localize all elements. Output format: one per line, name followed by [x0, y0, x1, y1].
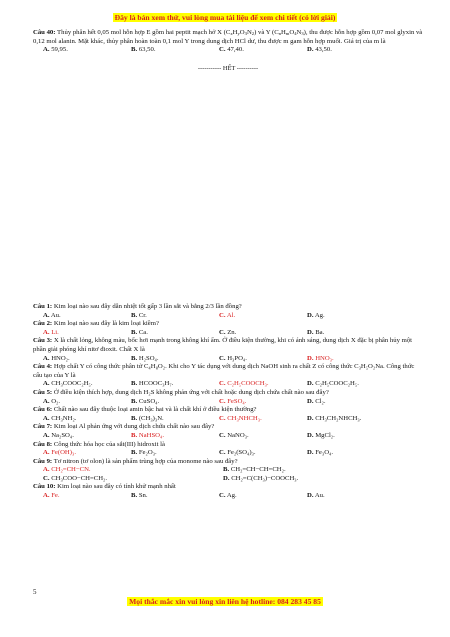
option-b: B. 63,50.	[131, 46, 156, 54]
question-40	[33, 29, 423, 73]
end-marker: ----------- HẾT ----------	[197, 64, 259, 72]
option-d: D. MgCl₂.	[307, 431, 335, 439]
question-40-options	[43, 46, 423, 55]
question-options	[43, 312, 423, 321]
option-a: A. Fe.	[43, 492, 60, 500]
question-label: Câu 5:	[33, 388, 53, 396]
question-label: Câu 3:	[33, 337, 53, 345]
option-b: B. CH₂=CH−CH=CH₂.	[223, 466, 286, 474]
question-stem	[33, 363, 423, 380]
question-text: Kim loại nào sau đây dẫn nhiệt tốt gấp 3 lần sắt và bằng 2/3 lần đồng?	[53, 303, 242, 310]
option-d: D. CH₂=C(CH₃)−COOCH₃.	[223, 474, 299, 482]
option-c: C. C₂H₅COOCH₃.	[219, 380, 269, 388]
question-text: Kim loại Al phản ứng với dung dịch chứa chất nào sau đây?	[53, 423, 215, 431]
option-c: C. NaNO₃.	[219, 431, 249, 439]
question-stem	[33, 406, 423, 415]
question-item	[33, 337, 423, 363]
question-list	[33, 303, 423, 501]
question-stem	[33, 320, 423, 329]
option-c: C. Al.	[219, 311, 236, 319]
option-a: A. CH₃NH₂.	[43, 414, 77, 422]
option-a: A. CH₂=CH−CN.	[43, 466, 91, 474]
option-d: D. HNO₃.	[307, 354, 334, 362]
option-c: C. H₃PO₄.	[219, 354, 247, 362]
option-d: D. Fe₃O₄.	[307, 449, 334, 457]
question-item	[33, 423, 423, 440]
question-stem	[33, 483, 423, 492]
option-c: C. Ag.	[219, 492, 237, 500]
question-item	[33, 458, 423, 484]
option-a: A. Li.	[43, 328, 59, 336]
question-label: Câu 40:	[33, 29, 56, 36]
option-a: A. Au.	[43, 311, 61, 319]
option-c: C. CH₃NHCH₃.	[219, 414, 262, 422]
option-a: A. Fe(OH)₃.	[43, 449, 76, 457]
question-label: Câu 6:	[33, 406, 53, 414]
question-options	[43, 432, 423, 441]
question-text: Kim loại nào sau đây có tính khử mạnh nhất	[57, 483, 176, 491]
option-b: B. NaHSO₄.	[131, 431, 164, 439]
question-text: Hợp chất Y có công thức phân tử C₄H₈O₂. Khi cho Y tác dụng với dung dịch NaOH sinh ra chất Z có công thức C₃H₅O₂Na. Công thức cấu tạo của Y là	[33, 363, 415, 379]
question-stem	[33, 441, 423, 450]
hotline-banner	[0, 597, 450, 606]
question-label: Câu 8:	[33, 440, 53, 448]
preview-banner-text: Đây là bản xem thử, vui lòng mua tài liệu để xem chi tiết (có lời giải)	[114, 13, 336, 22]
question-options	[43, 475, 423, 484]
option-c: C. 47,40.	[219, 46, 244, 54]
question-options	[43, 415, 423, 424]
question-text: Công thức hóa học của sắt(III) hidroxit là	[53, 440, 165, 448]
question-item	[33, 389, 423, 406]
option-c: C. Fe₂(SO₄)₃.	[219, 449, 256, 457]
option-b: B. Ca.	[131, 328, 148, 336]
question-options	[43, 398, 423, 407]
question-stem	[33, 389, 423, 398]
option-b: B. Fe₂O₃.	[131, 449, 157, 457]
question-label: Câu 7:	[33, 423, 53, 431]
option-d: D. Ba.	[307, 328, 325, 336]
question-options	[43, 380, 423, 389]
option-d: D. 43,50.	[307, 46, 332, 54]
option-d: D. Cl₂.	[307, 397, 326, 405]
option-c: C. Zn.	[219, 328, 237, 336]
hotline-banner-text: Mọi thắc mắc xin vui lòng xin liên hệ hotline: 084 283 45 85	[129, 597, 321, 606]
option-c: C. FeSO₄.	[219, 397, 247, 405]
option-d: D. CH₃CH₂NHCH₃.	[307, 414, 362, 422]
question-label: Câu 2:	[33, 320, 53, 328]
option-d: D. C₂H₅COOC₂H₅.	[307, 380, 359, 388]
option-a: A. CH₃COOC₂H₅.	[43, 380, 93, 388]
question-text: X là chất lỏng, không màu, bốc hơi mạnh trong không khí ẩm. Ở điều kiện thường, khi có ánh sáng, dung dịch X đặc bị phân hủy một phần giải phóng khí nitơ đioxit. Chất X là	[33, 337, 413, 353]
question-item	[33, 483, 423, 500]
question-label: Câu 4:	[33, 363, 53, 371]
page-number: 5	[33, 588, 37, 596]
question-item	[33, 441, 423, 458]
question-item	[33, 320, 423, 337]
question-item	[33, 363, 423, 389]
question-text: Ở điều kiện thích hợp, dung dịch H₂S không phản ứng với chất hoặc dung dịch chứa chất nào sau đây?	[53, 388, 329, 396]
option-b: B. Cr.	[131, 311, 147, 319]
option-b: B. CuSO₄.	[131, 397, 160, 405]
question-text: Chất nào sau đây thuộc loại amin bậc hai và là chất khí ở điều kiện thường?	[53, 406, 257, 414]
question-text: Tơ nitron (tơ olon) là sản phẩm trùng hợp của monome nào sau đây?	[53, 457, 238, 465]
option-a: A. O₂.	[43, 397, 61, 405]
option-d: D. Au.	[307, 492, 325, 500]
question-40-stem	[33, 29, 423, 46]
question-stem	[33, 458, 423, 467]
option-b: B. H₂SO₄.	[131, 354, 159, 362]
option-c: C. CH₃COO−CH=CH₂.	[43, 474, 108, 482]
question-stem	[33, 337, 423, 354]
question-item	[33, 303, 423, 320]
option-b: B. Sn.	[131, 492, 148, 500]
question-stem	[33, 303, 423, 312]
question-options	[43, 355, 423, 364]
question-label: Câu 1:	[33, 303, 53, 310]
question-options	[43, 492, 423, 501]
option-a: A. HNO₂.	[43, 354, 70, 362]
question-options	[43, 449, 423, 458]
question-item	[33, 406, 423, 423]
question-text: Kim loại nào sau đây là kim loại kiềm?	[53, 320, 159, 328]
option-a: A. 59,95.	[43, 46, 68, 54]
question-label: Câu 10:	[33, 483, 56, 491]
preview-banner	[0, 13, 450, 22]
question-stem	[33, 423, 423, 432]
option-d: D. Ag.	[307, 311, 325, 319]
question-text: Thủy phân hết 0,05 mol hỗn hợp E gồm hai peptit mạch hở X $(C_xH_yO_3N_2)$ và Y $(C_nH_mO_4N_3)$, thu được hỗn hợp gồm 0,07 mol glyxin và 0,12 mol alanin. Mặt khác, thủy phân hoàn toàn 0,1 mol Y trong dung dịch HCl dư, thu được m gam hỗn hợp muối. Giá trị của m là	[33, 29, 423, 45]
question-label: Câu 9:	[33, 457, 53, 465]
option-b: B. HCOOC₃H₇.	[131, 380, 174, 388]
question-options	[43, 466, 423, 475]
option-b: B. (CH₃)₃N.	[131, 414, 164, 422]
option-a: A. Na₂SO₄.	[43, 431, 74, 439]
